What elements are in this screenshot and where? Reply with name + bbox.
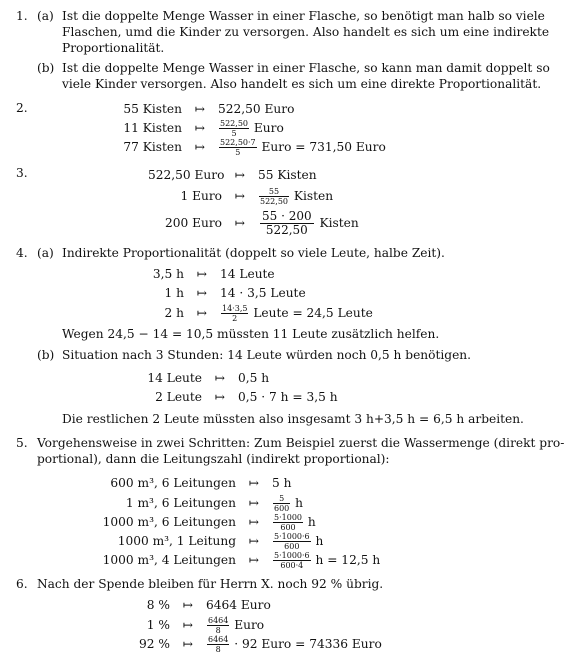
row-right: 55 Kisten: [258, 168, 317, 182]
row-left: 55 Kisten: [123, 102, 182, 116]
proportion-row: [96, 476, 291, 491]
fraction: [207, 616, 229, 635]
text-line: Ist die doppelte Menge Wasser in einer Flasche, so benötigt man halb so viele: [62, 9, 545, 23]
row-right: Kisten: [319, 216, 359, 230]
proportion-row: [146, 390, 338, 405]
row-right: h: [295, 496, 304, 510]
row-left: 1 %: [146, 618, 170, 632]
row-right: 0,5 h: [238, 371, 270, 385]
subpart-label: (a): [37, 246, 54, 260]
text-line: Situation nach 3 Stunden: 14 Leute würden noch 0,5 h benötigen.: [62, 348, 472, 362]
row-left: 2 h: [164, 306, 184, 320]
row-right: Leute = 24,5 Leute: [253, 306, 373, 320]
row-left: 1000 m³, 1 Leitung: [117, 534, 236, 548]
mapsto-arrow: ↦: [194, 140, 206, 154]
row-right: 0,5 · 7 h = 3,5 h: [238, 390, 338, 404]
mapsto-arrow: ↦: [182, 598, 194, 612]
denominator: 600: [284, 542, 300, 551]
row-left: 1 h: [164, 286, 184, 300]
problem-number: 4.: [16, 246, 28, 260]
row-right: Euro: [234, 618, 265, 632]
problem-number: 3.: [16, 166, 28, 180]
text-line: Vorgehensweise in zwei Schritten: Zum Beispiel zuerst die Wassermenge (direkt pro-: [37, 436, 564, 450]
mapsto-arrow: ↦: [248, 534, 260, 548]
numerator: 5·1000: [274, 513, 302, 522]
row-left: 1000 m³, 6 Leitungen: [102, 515, 236, 529]
numerator: 522,50·7: [220, 138, 256, 147]
problem-number: 2.: [16, 101, 28, 115]
row-right: Kisten: [293, 189, 334, 203]
denominator: 522,50: [265, 223, 308, 237]
proportion-row: [146, 286, 306, 301]
mapsto-arrow: ↦: [234, 216, 246, 230]
row-left: 14 Leute: [147, 371, 202, 385]
row-left: 3,5 h: [152, 267, 184, 281]
row-right: 522,50 Euro: [218, 102, 295, 116]
row-left: 1 Euro: [180, 189, 222, 203]
proportion-row: [134, 598, 271, 613]
numerator: 14·3,5: [222, 304, 248, 313]
denominator: 600: [274, 504, 290, 513]
mapsto-arrow: ↦: [194, 102, 206, 116]
text-line: viele Kinder versorgen. Also handelt es sich um eine direkte Proportionalität.: [62, 77, 542, 91]
mapsto-arrow: ↦: [248, 553, 260, 567]
problem-number: 6.: [16, 577, 28, 591]
row-left: 8 %: [146, 598, 170, 612]
row-right: h: [307, 515, 316, 529]
numerator: 522,50: [220, 119, 248, 128]
denominator: 522,50: [260, 197, 288, 206]
denominator: 8: [215, 645, 221, 654]
mapsto-arrow: ↦: [234, 168, 246, 182]
proportion-row: [146, 371, 269, 386]
fraction: [219, 138, 257, 157]
mapsto-arrow: ↦: [214, 390, 226, 404]
row-left: 77 Kisten: [123, 140, 182, 154]
row-left: 600 m³, 6 Leitungen: [110, 476, 236, 490]
proportion-row: [96, 494, 303, 513]
conclusion-text: Wegen 24,5 − 14 = 10,5 müssten 11 Leute zusätzlich helfen.: [62, 327, 440, 341]
proportion-row: [134, 635, 382, 654]
proportion-row: [134, 616, 264, 635]
subpart-label: (a): [37, 9, 54, 23]
text-line: Proportionalität.: [62, 41, 165, 55]
proportion-row: [146, 304, 373, 323]
subpart-label: (b): [37, 61, 55, 75]
text-line: Ist die doppelte Menge Wasser in einer Flasche, so kann man damit doppelt so: [62, 61, 550, 75]
fraction: [219, 119, 249, 138]
proportion-row: [148, 210, 359, 237]
denominator: 2: [232, 314, 238, 323]
row-right: 6464 Euro: [206, 598, 271, 612]
mapsto-arrow: ↦: [214, 371, 226, 385]
proportion-row: [96, 532, 323, 551]
numerator: 5: [273, 494, 290, 504]
mapsto-arrow: ↦: [196, 286, 208, 300]
fraction: [273, 513, 303, 532]
mapsto-arrow: ↦: [248, 515, 260, 529]
row-left: 200 Euro: [164, 216, 222, 230]
proportion-row: [148, 187, 333, 206]
numerator: 6464: [208, 616, 229, 625]
denominator: 5: [235, 148, 241, 157]
row-right: Euro = 731,50 Euro: [261, 140, 386, 154]
proportion-row: [148, 168, 317, 183]
proportion-row: [146, 267, 275, 282]
numerator: 5·1000·6: [274, 532, 310, 541]
denominator: 5: [231, 129, 237, 138]
proportion-row: [96, 513, 316, 532]
numerator: 6464: [208, 635, 229, 644]
problem-number: 1.: [16, 9, 28, 23]
fraction: [221, 304, 248, 323]
numerator: 55 · 200: [262, 209, 312, 223]
fraction: [273, 551, 311, 570]
numerator: 55: [259, 187, 289, 197]
mapsto-arrow: ↦: [248, 476, 260, 490]
numerator: 5·1000·6: [274, 551, 310, 560]
row-right: 14 Leute: [220, 267, 275, 281]
mapsto-arrow: ↦: [182, 637, 194, 651]
problem-number: 5.: [16, 436, 28, 450]
denominator: 8: [215, 626, 221, 635]
subpart-label: (b): [37, 348, 55, 362]
proportion-row: [118, 138, 386, 157]
fraction: [260, 210, 314, 237]
row-right: 14 · 3,5 Leute: [220, 286, 306, 300]
row-right: h: [315, 534, 324, 548]
mapsto-arrow: ↦: [248, 496, 260, 510]
row-right: · 92 Euro = 74336 Euro: [234, 637, 382, 651]
proportion-row: [96, 551, 380, 570]
text-line: Nach der Spende bleiben für Herrn X. noch 92 % übrig.: [37, 577, 384, 591]
denominator: 600: [280, 523, 296, 532]
row-left: 92 %: [139, 637, 170, 651]
row-left: 1000 m³, 4 Leitungen: [102, 553, 236, 567]
row-right: h = 12,5 h: [315, 553, 381, 567]
denominator: 600·4: [280, 561, 304, 570]
text-line: portional), dann die Leitungszahl (indirekt proportional):: [37, 452, 390, 466]
mapsto-arrow: ↦: [196, 306, 208, 320]
mapsto-arrow: ↦: [234, 189, 246, 203]
conclusion-text: Die restlichen 2 Leute müssten also insgesamt 3 h+3,5 h = 6,5 h arbeiten.: [62, 412, 524, 426]
proportion-row: [118, 119, 284, 138]
mapsto-arrow: ↦: [196, 267, 208, 281]
row-left: 1 m³, 6 Leitungen: [125, 496, 236, 510]
fraction: [273, 532, 311, 551]
row-right: Euro: [253, 121, 284, 135]
text-line: Flaschen, umd die Kinder zu versorgen. Also handelt es sich um eine indirekte: [62, 25, 550, 39]
mapsto-arrow: ↦: [182, 618, 194, 632]
row-left: 2 Leute: [155, 390, 202, 404]
row-right: 5 h: [272, 476, 292, 490]
fraction: [273, 494, 290, 513]
proportion-row: [118, 102, 294, 117]
fraction: [207, 635, 229, 654]
mapsto-arrow: ↦: [194, 121, 206, 135]
row-left: 522,50 Euro: [148, 168, 225, 182]
row-left: 11 Kisten: [123, 121, 182, 135]
text-line: Indirekte Proportionalität (doppelt so viele Leute, halbe Zeit).: [62, 246, 445, 260]
fraction: [259, 187, 289, 206]
